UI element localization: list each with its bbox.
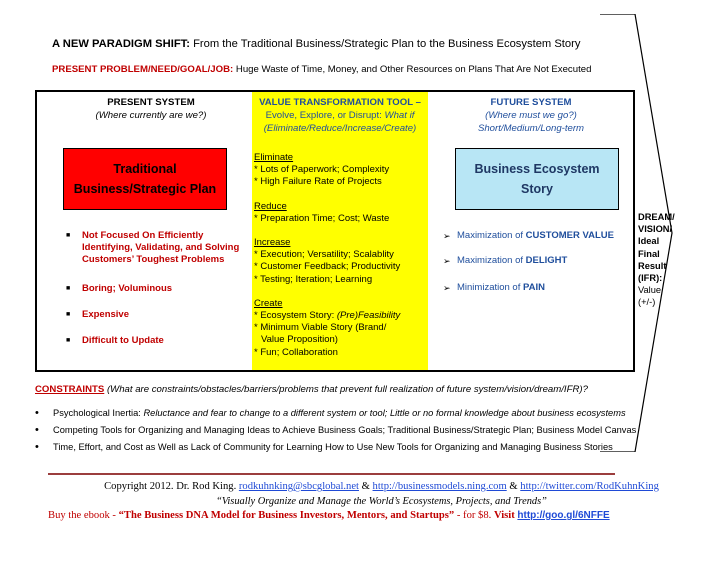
website-link[interactable]: http://businessmodels.ning.com (372, 481, 507, 492)
title-rest: From the Traditional Business/Strategic Plan to the Business Ecosystem Story (189, 38, 581, 50)
future-heading: FUTURE SYSTEM (490, 97, 572, 108)
present-issues-list (58, 230, 248, 360)
future-subheading: (Where must we go?) (485, 110, 577, 121)
problem-label: PRESENT PROBLEM/NEED/GOAL/JOB: (52, 64, 234, 75)
constraint-text: Time, Effort, and Cost as Well as Lack of Community for Learning How to Use New Tools for Organizing and Managing Business Stories (53, 442, 613, 452)
tool-line3: (Eliminate/Reduce/Increase/Create) (263, 123, 417, 134)
list-item: ■ Difficult to Update (58, 335, 248, 347)
list-item (35, 407, 635, 419)
tool-line2 (252, 109, 428, 122)
reduce-block (254, 201, 428, 225)
create-line: Value Proposition) (261, 334, 338, 346)
list-item (442, 255, 637, 267)
ebook-prefix: Buy the ebook - (48, 510, 119, 521)
goal-emphasis: DELIGHT (525, 255, 568, 266)
create-line: * Fun; Collaboration (254, 346, 338, 358)
present-heading: PRESENT SYSTEM (107, 97, 195, 108)
copyright-line (35, 481, 728, 492)
goal-emphasis: CUSTOMER VALUE (525, 230, 614, 241)
eliminate-line: * Lots of Paperwork; Complexity (254, 164, 390, 176)
ebook-promo (48, 510, 610, 521)
dream-line: DREAM/ (638, 212, 675, 222)
dream-vision-label (638, 211, 678, 309)
dream-value: Value (638, 285, 662, 296)
future-subheading-2: Short/Medium/Long-term (477, 123, 585, 134)
increase-block (254, 237, 428, 286)
future-goals-list (442, 230, 637, 307)
create-line1-italic: (Pre)Feasibility (336, 310, 401, 322)
increase-line: * Execution; Versatility; Scalablity (254, 249, 394, 261)
dream-value: (+/-) (638, 297, 656, 308)
present-system-header (60, 96, 242, 122)
red-box-line1: Traditional (113, 162, 177, 176)
list-item: ■ Not Focused On Efficiently Identifying, Validating, and Solving Customers’ Toughest Problems (58, 230, 248, 267)
ebook-link[interactable]: http://goo.gl/6NFFE (517, 510, 610, 521)
eliminate-line: * High Failure Rate of Projects (254, 176, 382, 188)
footer-divider (48, 473, 615, 475)
constraints-heading (35, 384, 588, 395)
reduce-line: * Preparation Time; Cost; Waste (254, 212, 390, 224)
constraints-list (35, 407, 635, 458)
goal-text: Maximization of (457, 230, 526, 241)
list-item: ■ Boring; Voluminous (58, 283, 248, 295)
list-item (442, 282, 637, 294)
separator: & (358, 481, 373, 492)
present-subheading: (Where currently are we?) (95, 110, 207, 121)
goal-text: Minimization of (457, 282, 523, 293)
dream-line: Result (638, 260, 667, 271)
blue-box-line2: Story (521, 182, 553, 196)
title-bold: A NEW PARADIGM SHIFT: (52, 38, 190, 50)
increase-line: * Testing; Iteration; Learning (254, 273, 373, 285)
problem-statement (52, 64, 591, 75)
tagline: “Visually Organize and Manage the World’s Ecosystems, Projects, and Trends” (216, 496, 547, 507)
tool-heading: VALUE TRANSFORMATION TOOL – (259, 97, 421, 108)
list-item (35, 441, 635, 453)
goal-text: Maximization of (457, 255, 526, 266)
twitter-link[interactable]: http://twitter.com/RodKuhnKing (520, 481, 659, 492)
constraints-question: (What are constraints/obstacles/barriers/problems that prevent full realization of future system/vision/dream/IFR)? (104, 384, 588, 395)
traditional-plan-box (63, 148, 227, 210)
create-line (254, 310, 428, 322)
list-item (442, 230, 637, 242)
visit-label: Visit (493, 510, 518, 521)
ebook-title: “The Business DNA Model for Business Investors, Mentors, and Startups” (118, 510, 455, 521)
eliminate-block (254, 152, 428, 189)
dream-line: (IFR): (638, 273, 663, 284)
list-item: ■ Expensive (58, 309, 248, 321)
constraint-text: Competing Tools for Organizing and Managing Ideas to Achieve Business Goals; Traditional Business/Strategic Plan; Business Model Canvas (53, 425, 637, 435)
constraints-label: CONSTRAINTS (35, 384, 105, 395)
tool-line2-italic: What if (384, 110, 415, 121)
problem-text: Huge Waste of Time, Money, and Other Resources on Plans That Are Not Executed (233, 64, 592, 75)
separator: & (506, 481, 521, 492)
copyright-text: Copyright 2012. Dr. Rod King. (104, 481, 239, 492)
create-block (254, 298, 428, 359)
page-title (52, 38, 580, 50)
create-line1-text: * Ecosystem Story: (254, 310, 337, 322)
red-box-line2: Business/Strategic Plan (73, 182, 217, 196)
create-label: Create (254, 297, 283, 309)
email-link[interactable]: rodkuhnking@sbcglobal.net (238, 481, 359, 492)
increase-label: Increase (254, 237, 291, 249)
dream-line: Final (638, 248, 660, 259)
constraint-italic: Reluctance and fear to change to a different system or tool; Little or no formal knowledge about business ecosystems (143, 408, 626, 418)
future-system-header (440, 96, 622, 135)
create-line: * Minimum Viable Story (Brand/ (254, 322, 387, 334)
list-item (35, 424, 635, 436)
dream-line: VISION/ (638, 224, 673, 235)
blue-box-line1: Business Ecosystem (474, 162, 600, 176)
increase-line: * Customer Feedback; Productivity (254, 261, 401, 273)
tool-actions (254, 152, 428, 359)
eliminate-label: Eliminate (254, 152, 294, 163)
tool-header (252, 96, 428, 135)
tool-line2-text: Evolve, Explore, or Disrupt: (265, 110, 385, 121)
ebook-price: - for $8. (454, 510, 494, 521)
reduce-label: Reduce (254, 200, 287, 212)
goal-emphasis: PAIN (523, 282, 545, 293)
constraint-text: Psychological Inertia: (53, 408, 144, 418)
ecosystem-story-box (455, 148, 619, 210)
dream-line: Ideal (638, 236, 660, 247)
